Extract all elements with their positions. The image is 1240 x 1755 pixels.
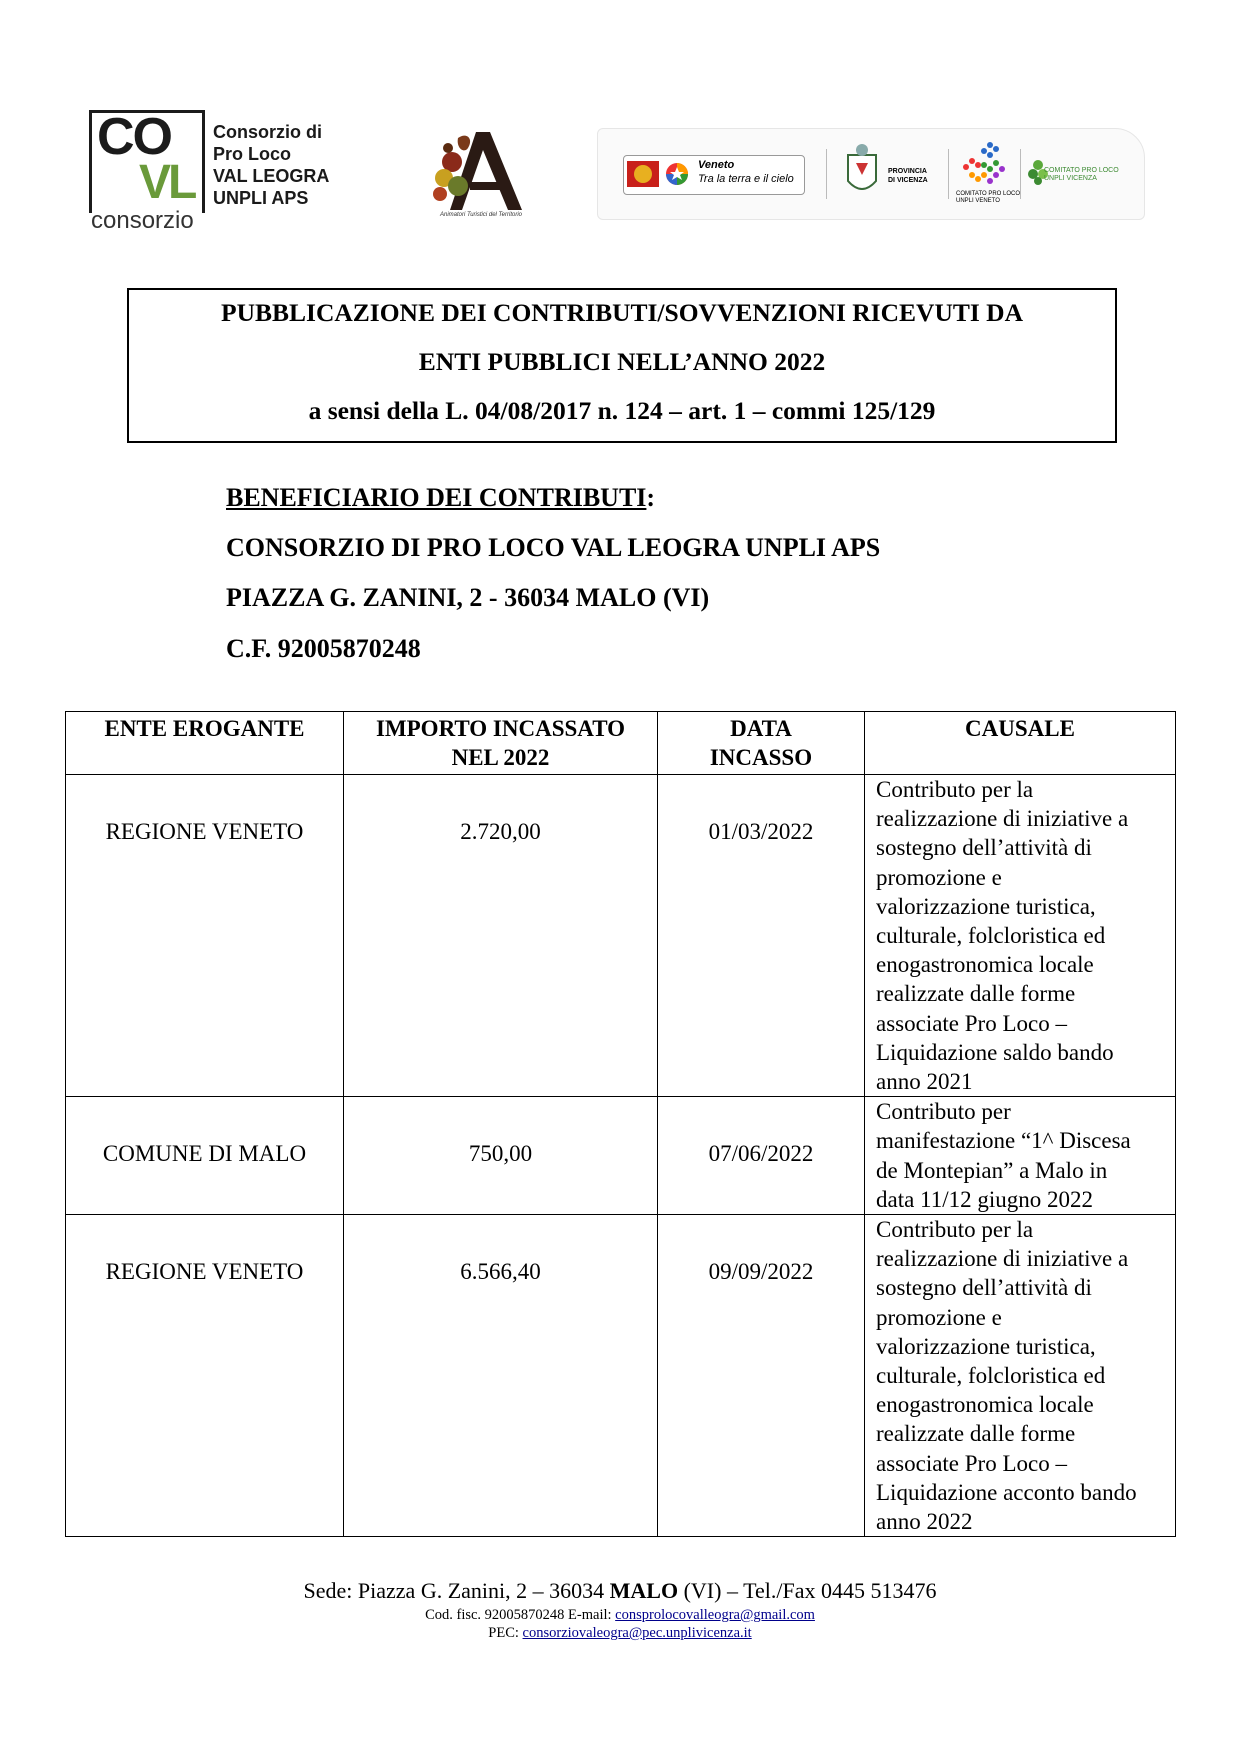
causale-line: realizzazione di iniziative a [876,1246,1129,1272]
header-causale: CAUSALE [865,712,1176,775]
causale-line: sostegno dell’attività di [876,835,1092,861]
beneficiary-name: CONSORZIO DI PRO LOCO VAL LEOGRA UNPLI APS [226,533,881,562]
causale-line: realizzazione di iniziative a [876,806,1129,832]
causale-line: valorizzazione turistica, [876,893,1096,919]
title-line-3: a sensi della L. 04/08/2017 n. 124 – art. 1 – commi 125/129 [308,396,936,425]
header-importo-line-2: NEL 2022 [451,745,550,770]
cell-ente: REGIONE VENETO [66,1215,344,1537]
regione-veneto-logo [623,155,805,195]
causale-line: Liquidazione saldo bando [876,1039,1114,1065]
table-row [66,1215,1176,1537]
header-importo-line-1: IMPORTO INCASSATO [375,716,626,741]
cell-data: 07/06/2022 [658,1097,865,1215]
footer-pec-label: PEC: [488,1625,523,1641]
footer-address [0,1578,1240,1604]
causale-line: realizzate dalle forme [876,1421,1076,1447]
contributions-table [65,711,1176,1537]
causale-line: sostegno dell’attività di [876,1275,1092,1301]
causale-line: anno 2021 [876,1069,973,1095]
causale-line: realizzate dalle forme [876,981,1076,1007]
footer-pec [0,1625,1240,1642]
footer-contacts [0,1607,1240,1624]
title-line-1: PUBBLICAZIONE DEI CONTRIBUTI/SOVVENZIONI RICEVUTI DA [221,298,1023,327]
cell-ente: REGIONE VENETO [66,775,344,1097]
causale-line: promozione e [876,1304,1002,1330]
veneto-lion-star-icon [624,156,694,192]
covl-mark-co: CO [97,108,171,166]
provincia-logo-text [888,167,928,185]
provincia-crest-icon [842,141,882,201]
logo-divider [948,149,949,199]
covl-mark-vl: VL [139,156,195,209]
causale-line: de Montepian” a Malo in [876,1157,1108,1183]
logo-divider [826,149,827,199]
consorzio-logo-text [213,121,329,209]
header-ente-erogante: ENTE EROGANTE [66,712,344,775]
causale-line: promozione e [876,864,1002,890]
unpli-vicenza-line: COMITATO PRO LOCO [1044,167,1119,174]
causale-line: data 11/12 giugno 2022 [876,1186,1093,1212]
unpli-veneto-line: COMITATO PRO LOCO [956,191,1021,197]
causale-line: culturale, folcloristica ed [876,1363,1106,1389]
footer-sede-city: MALO [609,1578,679,1603]
beneficiary-address: PIAZZA G. ZANINI, 2 - 36034 MALO (VI) [226,583,710,612]
cell-causale [865,1097,1176,1215]
unpli-veneto-dots-icon [960,141,1010,189]
consorzio-logo [89,107,351,235]
footer-sede-suffix: (VI) – Tel./Fax 0445 513476 [678,1578,937,1603]
cell-ente: COMUNE DI MALO [66,1097,344,1215]
cell-causale [865,775,1176,1097]
animatori-caption: Animatori Turistici del Territorio [439,212,523,218]
header-importo [344,712,658,775]
footer-pec-link[interactable]: consorziovaleogra@pec.unplivicenza.it [522,1625,752,1641]
causale-line: Liquidazione acconto bando [876,1479,1137,1505]
cell-importo: 6.566,40 [344,1215,658,1537]
beneficiary-tax-code: C.F. 92005870248 [226,634,421,663]
causale-line: associate Pro Loco – [876,1450,1067,1476]
causale-line: culturale, folcloristica ed [876,923,1106,949]
consorzio-logo-line: Consorzio di [213,122,322,142]
partner-logos-band [597,128,1145,220]
beneficiary-heading-text: BENEFICIARIO DEI CONTRIBUTI [226,483,647,512]
unpli-veneto-line: UNPLI VENETO [956,198,1000,204]
cell-data: 09/09/2022 [658,1215,865,1537]
footer-sede-prefix: Sede: Piazza G. Zanini, 2 – 36034 [303,1578,610,1603]
causale-line: enogastronomica locale [876,952,1094,978]
logo-divider [1020,149,1021,199]
header-data-line-1: DATA [730,716,792,741]
causale-line: anno 2022 [876,1509,973,1535]
animatori-logo-icon [418,124,544,212]
beneficiary-heading [226,483,655,513]
cell-importo: 750,00 [344,1097,658,1215]
cell-importo: 2.720,00 [344,775,658,1097]
consorzio-logo-line: UNPLI APS [213,188,309,208]
cell-causale [865,1215,1176,1537]
beneficiary-heading-colon: : [646,483,656,512]
consorzio-logo-line: Pro Loco [213,144,292,164]
causale-line: Contributo per la [876,1217,1034,1243]
header-data-line-2: INCASSO [709,745,813,770]
consorzio-logo-line: VAL LEOGRA [213,166,330,186]
header-data-incasso [658,712,865,775]
unpli-vicenza-line: UNPLI VICENZA [1044,175,1097,182]
causale-line: enogastronomica locale [876,1392,1094,1418]
document-title-box [127,288,1117,443]
causale-line: Contributo per [876,1099,1011,1125]
provincia-line: PROVINCIA [888,168,927,175]
veneto-logo-title: Veneto [698,159,735,171]
unpli-vicenza-logo-text [1044,167,1119,183]
causale-line: valorizzazione turistica, [876,1333,1096,1359]
table-header-row [66,712,1176,775]
causale-line: Contributo per la [876,777,1034,802]
table-row [66,775,1176,1097]
unpli-veneto-logo-text [956,191,1020,205]
footer-email-link[interactable]: consprolocovalleogra@gmail.com [615,1607,815,1623]
animatori-logo [418,124,544,224]
cell-data: 01/03/2022 [658,775,865,1097]
covl-mark-sub: consorzio [91,207,194,234]
table-row [66,1097,1176,1215]
causale-line: associate Pro Loco – [876,1010,1067,1036]
provincia-line: DI VICENZA [888,177,928,184]
veneto-logo-subtitle: Tra la terra e il cielo [698,173,794,185]
title-line-2: ENTI PUBBLICI NELL’ANNO 2022 [418,347,826,376]
footer-codfisc: Cod. fisc. 92005870248 E-mail: [425,1607,616,1623]
causale-line: manifestazione “1^ Discesa [876,1128,1131,1154]
